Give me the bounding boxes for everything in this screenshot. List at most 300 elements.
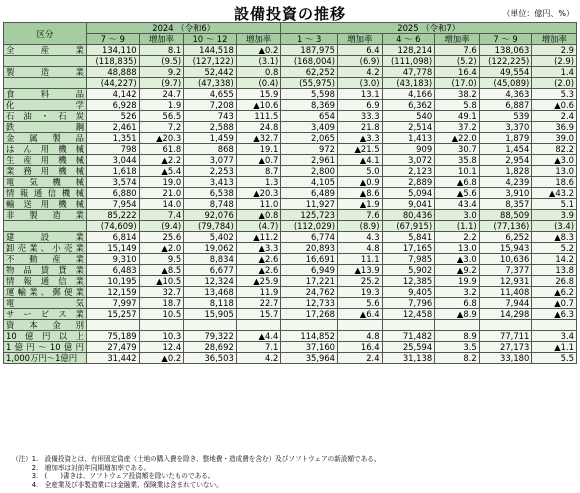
rate-cell: ▲25.9: [236, 276, 281, 287]
rate-cell: 13.0: [532, 166, 577, 177]
row-label: 化 学: [4, 100, 87, 111]
amount-cell: 9,405: [382, 287, 435, 298]
table-row: [4, 342, 577, 353]
rate-cell: 49.1: [435, 111, 480, 122]
rate-cell: (3.1): [236, 56, 281, 67]
table-row: [4, 243, 577, 254]
amount-cell: (43,183): [382, 78, 435, 89]
amount-cell: 7,208: [184, 100, 237, 111]
rate-cell: 7.6: [435, 45, 480, 56]
rate-cell: (9.4): [139, 221, 184, 232]
amount-cell: 6,362: [382, 100, 435, 111]
amount-cell: 71,482: [382, 331, 435, 342]
amount-cell: 17,165: [382, 243, 435, 254]
footnote: 3. ( )書きは、ソフトウェア投資額を除いたものである。: [12, 472, 215, 481]
amount-cell: 80,436: [382, 210, 435, 221]
amount-cell: (168,004): [281, 56, 338, 67]
rate-cell: 2.4: [532, 111, 577, 122]
rate-cell: 15.7: [236, 309, 281, 320]
amount-cell: 9,310: [87, 254, 140, 265]
rate-header: 増加率: [236, 34, 281, 45]
rate-cell: 1.4: [532, 67, 577, 78]
rate-cell: ▲5.4: [139, 166, 184, 177]
rate-cell: ▲4.1: [338, 155, 383, 166]
rate-cell: [338, 320, 383, 331]
table-row: [4, 155, 577, 166]
rate-cell: ▲3.3: [338, 133, 383, 144]
table-row: [4, 221, 577, 232]
rate-cell: (6.9): [338, 56, 383, 67]
category-header: 区分: [4, 23, 87, 45]
year-2025-header: 2025 （令和7）: [281, 23, 577, 34]
rate-cell: 2.2: [435, 232, 480, 243]
table-row: [4, 353, 577, 364]
rate-cell: 21.8: [338, 122, 383, 133]
amount-cell: 2,954: [479, 155, 532, 166]
rate-cell: 12.4: [139, 342, 184, 353]
amount-cell: [479, 320, 532, 331]
rate-cell: ▲10.5: [139, 276, 184, 287]
rate-cell: 9.2: [139, 67, 184, 78]
amount-cell: 2,123: [382, 166, 435, 177]
table-row: [4, 309, 577, 320]
amount-cell: 138,063: [479, 45, 532, 56]
amount-cell: 6,887: [479, 100, 532, 111]
amount-cell: 19,062: [184, 243, 237, 254]
rate-cell: (5.2): [435, 56, 480, 67]
period-header: 1 ～ 3: [281, 34, 338, 45]
rate-cell: (9.7): [139, 78, 184, 89]
rate-cell: ▲13.9: [338, 265, 383, 276]
rate-header: 増加率: [532, 34, 577, 45]
row-label: 非製造業: [4, 210, 87, 221]
amount-cell: (47,338): [184, 78, 237, 89]
amount-cell: 5,598: [281, 89, 338, 100]
amount-cell: 85,222: [87, 210, 140, 221]
amount-cell: 12,733: [281, 298, 338, 309]
table-row: [4, 144, 577, 155]
rate-cell: 4.8: [338, 243, 383, 254]
amount-cell: 36,503: [184, 353, 237, 364]
rate-cell: ▲3.3: [236, 243, 281, 254]
amount-cell: (55,975): [281, 78, 338, 89]
amount-cell: 9,041: [382, 199, 435, 210]
rate-cell: 6.8: [435, 298, 480, 309]
table-row: [4, 56, 577, 67]
rate-cell: 18.7: [139, 298, 184, 309]
rate-cell: 3.5: [435, 342, 480, 353]
table-row: [4, 331, 577, 342]
rate-cell: ▲2.0: [139, 243, 184, 254]
amount-cell: 7,997: [87, 298, 140, 309]
amount-cell: 52,442: [184, 67, 237, 78]
rate-cell: 4.2: [338, 67, 383, 78]
rate-cell: ▲1.9: [338, 199, 383, 210]
rate-cell: ▲0.8: [236, 210, 281, 221]
amount-cell: 3,044: [87, 155, 140, 166]
rate-cell: 7.4: [139, 210, 184, 221]
rate-cell: ▲8.9: [435, 309, 480, 320]
amount-cell: 1,879: [479, 133, 532, 144]
amount-cell: 4,655: [184, 89, 237, 100]
row-label: [4, 221, 87, 232]
amount-cell: 8,369: [281, 100, 338, 111]
amount-cell: 31,138: [382, 353, 435, 364]
row-label: 物品賃貸業: [4, 265, 87, 276]
rate-cell: ▲6.2: [532, 287, 577, 298]
amount-cell: 12,458: [382, 309, 435, 320]
rate-cell: 5.5: [532, 353, 577, 364]
amount-cell: 539: [479, 111, 532, 122]
amount-cell: 654: [281, 111, 338, 122]
rate-cell: 26.8: [532, 276, 577, 287]
amount-cell: 3,413: [184, 177, 237, 188]
amount-cell: 6,677: [184, 265, 237, 276]
amount-cell: 2,253: [184, 166, 237, 177]
row-label: 製 造 業: [4, 67, 87, 78]
period-header: 10 ～ 12: [184, 34, 237, 45]
amount-cell: 526: [87, 111, 140, 122]
rate-cell: 11.1: [338, 254, 383, 265]
rate-cell: 3.2: [435, 287, 480, 298]
row-label: サービス業: [4, 309, 87, 320]
row-label: [4, 56, 87, 67]
row-label: 情報通信業: [4, 276, 87, 287]
rate-cell: ▲0.9: [338, 177, 383, 188]
amount-cell: 2,961: [281, 155, 338, 166]
rate-cell: 1.3: [236, 177, 281, 188]
row-label: 情報通信機械: [4, 188, 87, 199]
amount-cell: 6,252: [479, 232, 532, 243]
amount-cell: 6,774: [281, 232, 338, 243]
amount-cell: 4,166: [382, 89, 435, 100]
amount-cell: 11,408: [479, 287, 532, 298]
rate-cell: 7.2: [139, 122, 184, 133]
table-row: [4, 210, 577, 221]
rate-cell: ▲0.2: [139, 353, 184, 364]
rate-cell: 25.6: [139, 232, 184, 243]
rate-cell: 24.8: [236, 122, 281, 133]
amount-cell: 14,298: [479, 309, 532, 320]
rate-cell: ▲43.2: [532, 188, 577, 199]
row-label: 不動産業: [4, 254, 87, 265]
amount-cell: 10,195: [87, 276, 140, 287]
rate-cell: 38.2: [435, 89, 480, 100]
rate-cell: ▲22.0: [435, 133, 480, 144]
table-row: [4, 265, 577, 276]
row-label: 建 設 業: [4, 232, 87, 243]
rate-cell: 19.0: [139, 177, 184, 188]
rate-cell: 37.2: [435, 122, 480, 133]
rate-cell: 32.7: [139, 287, 184, 298]
amount-cell: 7,944: [479, 298, 532, 309]
rate-cell: ▲2.2: [139, 155, 184, 166]
table-row: [4, 298, 577, 309]
rate-cell: 8.7: [236, 166, 281, 177]
rate-header: 増加率: [435, 34, 480, 45]
rate-cell: (1.1): [435, 221, 480, 232]
row-label: 食 料 品: [4, 89, 87, 100]
amount-cell: 8,748: [184, 199, 237, 210]
amount-cell: 79,322: [184, 331, 237, 342]
amount-cell: 35,964: [281, 353, 338, 364]
amount-cell: (79,784): [184, 221, 237, 232]
table-row: [4, 199, 577, 210]
rate-cell: ▲6.8: [435, 177, 480, 188]
amount-cell: 20,893: [281, 243, 338, 254]
row-label: 鉄 鋼: [4, 122, 87, 133]
amount-cell: 6,489: [281, 188, 338, 199]
rate-cell: ▲2.6: [236, 254, 281, 265]
rate-cell: (2.0): [532, 78, 577, 89]
amount-cell: 5,841: [382, 232, 435, 243]
rate-cell: 8.2: [435, 353, 480, 364]
amount-cell: 62,252: [281, 67, 338, 78]
amount-cell: 7,796: [382, 298, 435, 309]
amount-cell: 15,943: [479, 243, 532, 254]
row-label: 運輸業、郵便業: [4, 287, 87, 298]
rate-cell: 1.9: [139, 100, 184, 111]
rate-cell: (2.9): [532, 56, 577, 67]
rate-cell: ▲4.4: [236, 331, 281, 342]
rate-cell: 2.4: [338, 353, 383, 364]
rate-cell: ▲9.2: [435, 265, 480, 276]
table-row: [4, 188, 577, 199]
rate-cell: ▲2.6: [236, 265, 281, 276]
rate-cell: 3.9: [532, 210, 577, 221]
rate-cell: (17.0): [435, 78, 480, 89]
rate-cell: ▲20.3: [236, 188, 281, 199]
row-label: 電 気: [4, 298, 87, 309]
amount-cell: 49,554: [479, 67, 532, 78]
amount-cell: 1,828: [479, 166, 532, 177]
rate-cell: ▲1.1: [532, 342, 577, 353]
amount-cell: 27,173: [479, 342, 532, 353]
page-title: 設備投資の推移: [233, 5, 346, 23]
row-label: 金属製品: [4, 133, 87, 144]
rate-cell: 10.5: [139, 309, 184, 320]
amount-cell: 144,518: [184, 45, 237, 56]
rate-cell: ▲32.7: [236, 133, 281, 144]
rate-cell: 61.8: [139, 144, 184, 155]
amount-cell: 11,927: [281, 199, 338, 210]
rate-cell: 5.2: [532, 243, 577, 254]
table-row: [4, 78, 577, 89]
amount-cell: 4,142: [87, 89, 140, 100]
amount-cell: 6,814: [87, 232, 140, 243]
rate-cell: 18.6: [532, 177, 577, 188]
table-body: [4, 45, 577, 364]
amount-cell: 798: [87, 144, 140, 155]
rate-header: 増加率: [338, 34, 383, 45]
rate-cell: [435, 320, 480, 331]
rate-cell: 9.5: [139, 254, 184, 265]
rate-cell: ▲8.3: [532, 232, 577, 243]
amount-cell: (67,915): [382, 221, 435, 232]
rate-cell: ▲6.4: [338, 309, 383, 320]
amount-cell: [184, 320, 237, 331]
amount-cell: 31,442: [87, 353, 140, 364]
table-row: [4, 287, 577, 298]
table-row: [4, 166, 577, 177]
row-label: [4, 78, 87, 89]
rate-cell: 5.6: [338, 298, 383, 309]
amount-cell: 75,189: [87, 331, 140, 342]
rate-cell: 11.0: [236, 199, 281, 210]
rate-cell: 4.2: [236, 353, 281, 364]
amount-cell: (118,835): [87, 56, 140, 67]
amount-cell: 7,985: [382, 254, 435, 265]
amount-cell: 2,889: [382, 177, 435, 188]
amount-cell: (111,098): [382, 56, 435, 67]
amount-cell: 5,094: [382, 188, 435, 199]
amount-cell: 3,072: [382, 155, 435, 166]
amount-cell: 6,880: [87, 188, 140, 199]
row-label: 業務用機械: [4, 166, 87, 177]
rate-cell: ▲6.3: [532, 309, 577, 320]
amount-cell: 2,800: [281, 166, 338, 177]
rate-cell: 8.9: [435, 331, 480, 342]
amount-cell: 25,594: [382, 342, 435, 353]
rate-cell: ▲0.6: [532, 100, 577, 111]
rate-cell: 11.9: [236, 287, 281, 298]
amount-cell: 6,949: [281, 265, 338, 276]
footnote: （注）1. 設備投資とは、有形固定資産（土地の購入費を除き、整地費・造成費を含む）及びソフトウェアの新設額である。: [12, 455, 381, 463]
rate-cell: 33.3: [338, 111, 383, 122]
row-label: 輸送用機械: [4, 199, 87, 210]
rate-cell: 13.0: [435, 243, 480, 254]
amount-cell: [382, 320, 435, 331]
amount-cell: 12,159: [87, 287, 140, 298]
rate-cell: ▲0.7: [236, 155, 281, 166]
rate-cell: [532, 320, 577, 331]
rate-cell: 7.6: [338, 210, 383, 221]
rate-cell: 16.4: [435, 67, 480, 78]
table-row: [4, 232, 577, 243]
rate-cell: 10.3: [139, 331, 184, 342]
rate-cell: 5.8: [435, 100, 480, 111]
rate-cell: 22.7: [236, 298, 281, 309]
amount-cell: 77,711: [479, 331, 532, 342]
amount-cell: 15,257: [87, 309, 140, 320]
rate-cell: 25.2: [338, 276, 383, 287]
amount-cell: 3,574: [87, 177, 140, 188]
amount-cell: 2,461: [87, 122, 140, 133]
amount-cell: 3,409: [281, 122, 338, 133]
amount-cell: 5,902: [382, 265, 435, 276]
period-header: 7 ～ 9: [479, 34, 532, 45]
amount-cell: 1,413: [382, 133, 435, 144]
amount-cell: (74,609): [87, 221, 140, 232]
amount-cell: 1,454: [479, 144, 532, 155]
rate-cell: ▲10.6: [236, 100, 281, 111]
amount-cell: 7,954: [87, 199, 140, 210]
amount-cell: 17,221: [281, 276, 338, 287]
amount-cell: (45,089): [479, 78, 532, 89]
rate-cell: 39.0: [532, 133, 577, 144]
amount-cell: 4,239: [479, 177, 532, 188]
table-row: [4, 276, 577, 287]
table-row: [4, 320, 577, 331]
amount-cell: (44,227): [87, 78, 140, 89]
rate-header: 増加率: [139, 34, 184, 45]
amount-cell: 1,459: [184, 133, 237, 144]
amount-cell: (77,136): [479, 221, 532, 232]
rate-cell: 56.5: [139, 111, 184, 122]
amount-cell: [87, 320, 140, 331]
amount-cell: 13,468: [184, 287, 237, 298]
year-2024-header: 2024 （令和6）: [87, 23, 281, 34]
amount-cell: (127,122): [184, 56, 237, 67]
row-label: 生産用機械: [4, 155, 87, 166]
rate-cell: 5.0: [338, 166, 383, 177]
rate-cell: 14.0: [139, 199, 184, 210]
row-label: はん用機械: [4, 144, 87, 155]
period-header: 7 ～ 9: [87, 34, 140, 45]
amount-cell: 2,514: [382, 122, 435, 133]
row-label: 石油・石炭: [4, 111, 87, 122]
amount-cell: (122,225): [479, 56, 532, 67]
row-label: 1,000万円～1億円: [4, 353, 87, 364]
amount-cell: 37,160: [281, 342, 338, 353]
rate-cell: 21.0: [139, 188, 184, 199]
table-row: [4, 67, 577, 78]
amount-cell: 868: [184, 144, 237, 155]
amount-cell: 972: [281, 144, 338, 155]
rate-cell: ▲3.0: [532, 155, 577, 166]
row-label: 1億円～10億円: [4, 342, 87, 353]
rate-cell: 19.1: [236, 144, 281, 155]
rate-cell: ▲20.3: [139, 133, 184, 144]
rate-cell: ▲0.7: [532, 298, 577, 309]
amount-cell: 12,385: [382, 276, 435, 287]
rate-cell: 10.1: [435, 166, 480, 177]
period-header-row: [4, 34, 577, 45]
footnote: 2. 増加率は対前年同期増加率である。: [12, 463, 151, 472]
rate-cell: 6.9: [338, 100, 383, 111]
amount-cell: 33,180: [479, 353, 532, 364]
row-label: 全 産 業: [4, 45, 87, 56]
rate-cell: 3.0: [435, 210, 480, 221]
row-label: 卸売業、小売業: [4, 243, 87, 254]
row-label: 電気機械: [4, 177, 87, 188]
rate-cell: 19.9: [435, 276, 480, 287]
amount-cell: 48,888: [87, 67, 140, 78]
rate-cell: 35.8: [435, 155, 480, 166]
rate-cell: (0.4): [236, 78, 281, 89]
rate-cell: 6.4: [338, 45, 383, 56]
rate-cell: 19.3: [338, 287, 383, 298]
period-header: 4 ～ 6: [382, 34, 435, 45]
rate-cell: 15.9: [236, 89, 281, 100]
amount-cell: (112,029): [281, 221, 338, 232]
rate-cell: 2.9: [532, 45, 577, 56]
rate-cell: ▲3.0: [435, 254, 480, 265]
amount-cell: 114,852: [281, 331, 338, 342]
amount-cell: 128,214: [382, 45, 435, 56]
row-label: 10億円以上: [4, 331, 87, 342]
rate-cell: (3.0): [338, 78, 383, 89]
amount-cell: 2,588: [184, 122, 237, 133]
amount-cell: 92,076: [184, 210, 237, 221]
amount-cell: 187,975: [281, 45, 338, 56]
table-row: [4, 254, 577, 265]
rate-cell: 111.5: [236, 111, 281, 122]
rate-cell: ▲8.6: [338, 188, 383, 199]
amount-cell: 909: [382, 144, 435, 155]
amount-cell: 8,118: [184, 298, 237, 309]
rate-cell: 4.3: [338, 232, 383, 243]
